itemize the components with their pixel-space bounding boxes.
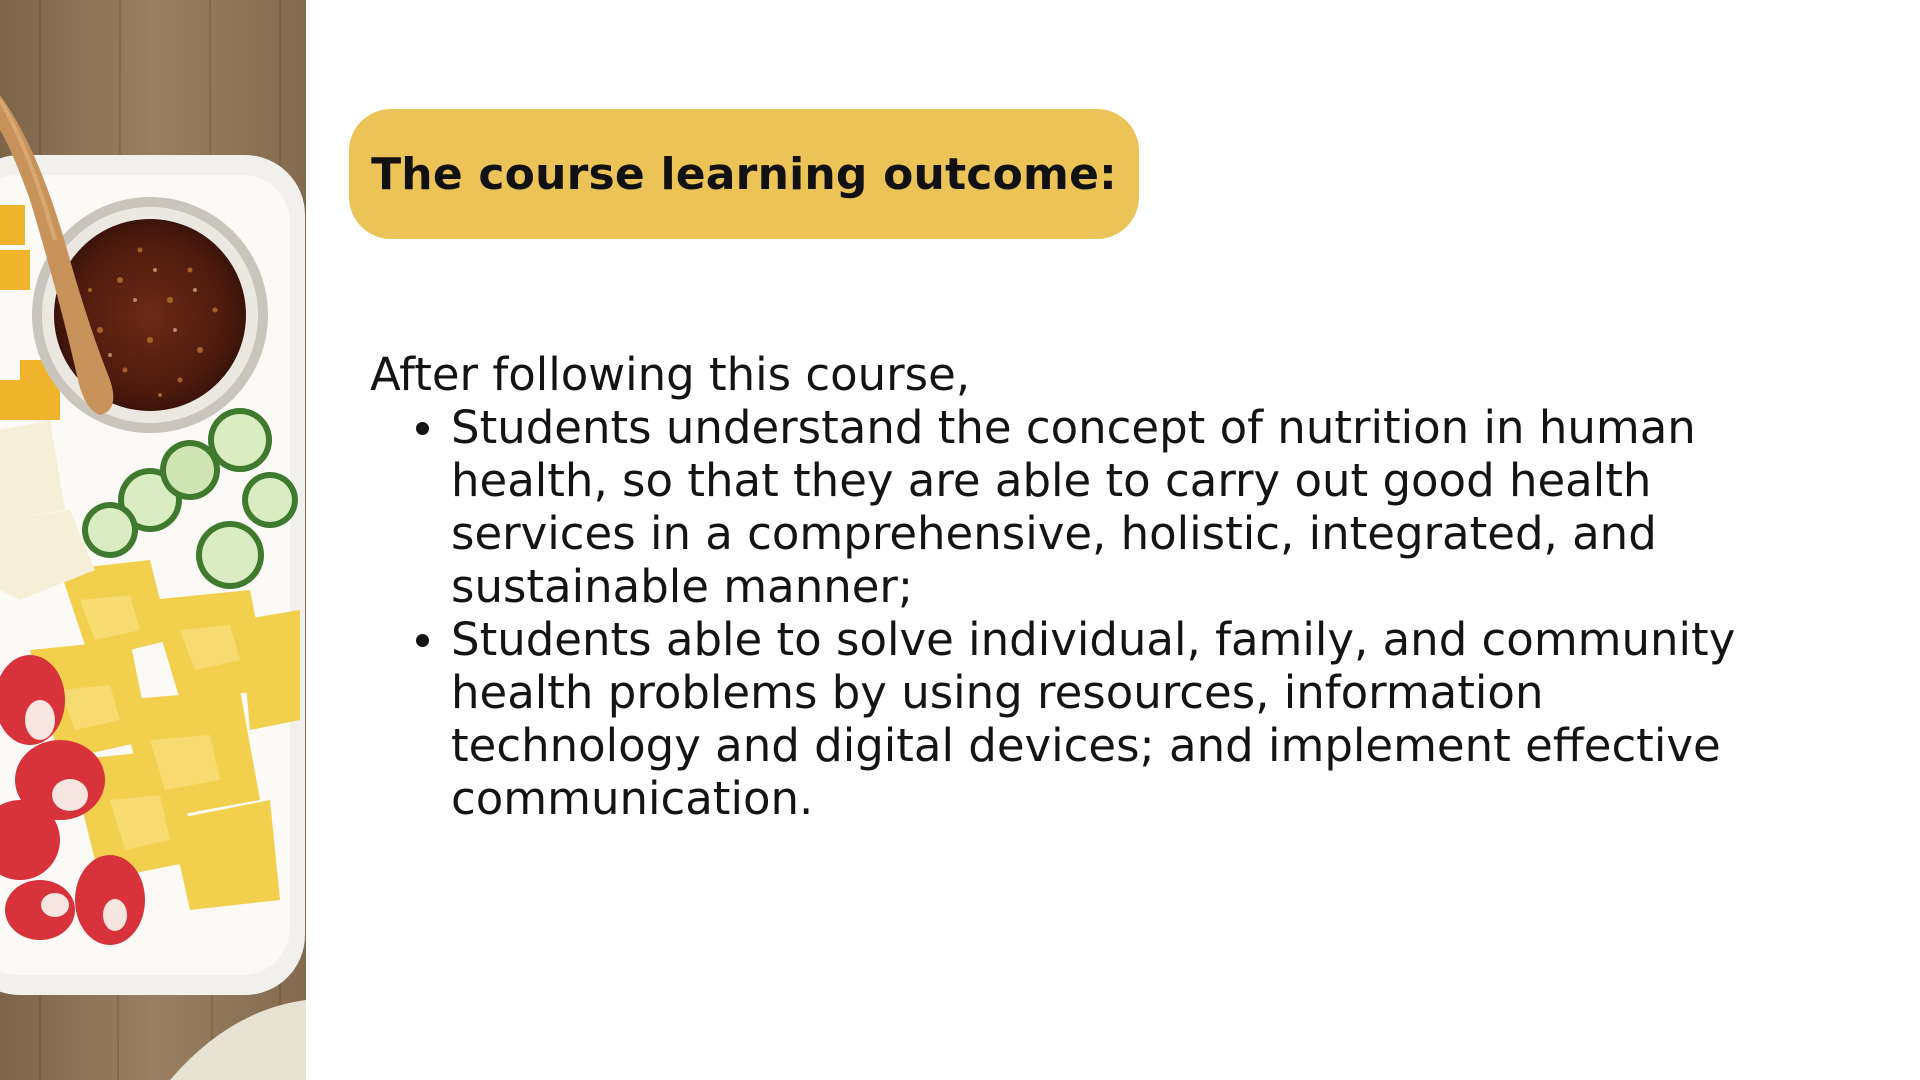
learning-outcomes — [370, 348, 1790, 825]
list-item-text: Students able to solve individual, family, and community health problems by using resources, information technology and digital devices; and implement effective communication. — [451, 613, 1736, 825]
bullet-dot-icon — [416, 422, 429, 435]
intro-text: After following this course, — [370, 348, 971, 401]
title-banner — [349, 109, 1139, 239]
page-title: The course learning outcome: — [371, 148, 1117, 200]
list-item — [370, 613, 1790, 825]
list-item-text: Students understand the concept of nutrition in human health, so that they are able to carry out good health services in a comprehensive, holistic, integrated, and sustainable manner; — [451, 401, 1696, 613]
bullet-dot-icon — [416, 634, 429, 647]
list-item — [370, 401, 1790, 613]
outcome-list — [370, 401, 1790, 825]
fruit-salad-photo — [0, 0, 306, 1080]
